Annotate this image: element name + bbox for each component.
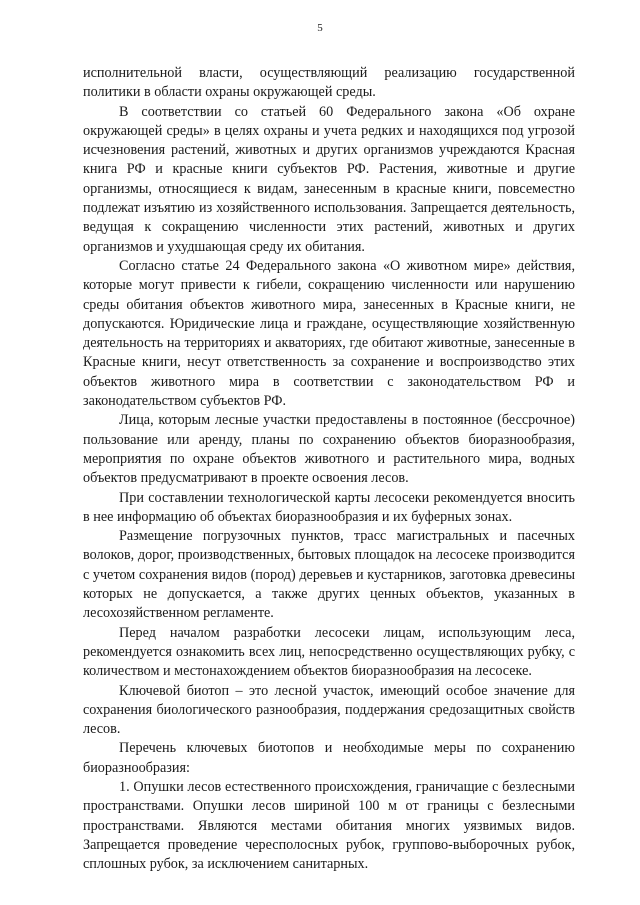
paragraph: В соответствии со статьей 60 Федерального закона «Об охране окружающей среды» в целях охраны и учета редких и находящихся под угрозой исчезновения растений, животных и других организмов учреждаются Красная книга РФ и красные книги субъектов РФ. Растения, животные и другие организмы, относящиеся к видам, занесенным в красные книги, повсеместно подлежат изъятию из хозяйственного использования. Запрещается деятельность, ведущая к сокращению численности этих растений, животных и других организмов и ухудшающая среду их обитания. xyxy=(83,103,575,255)
paragraph: Ключевой биотоп – это лесной участок, имеющий особое значение для сохранения биологического разнообразия, поддержания средозащитных свойств лесов. xyxy=(83,682,575,738)
page-number: 5 xyxy=(317,22,323,34)
paragraph: Перед началом разработки лесосеки лицам, использующим леса, рекомендуется ознакомить всех лиц, непосредственно осуществляющих рубку, с количеством и местонахождением объектов биоразнообразия на лесосеке. xyxy=(83,624,575,680)
list-item: 1. Опушки лесов естественного происхождения, граничащие с безлесными пространствами. Опушки лесов шириной 100 м от границы с безлесными пространствами. Являются местами обитания многих уязвимых видов. Запрещается проведение чересполосных рубок, группово-выборочных рубок, сплошных рубок, за исключением санитарных. xyxy=(83,778,575,873)
paragraph: Перечень ключевых биотопов и необходимые меры по сохранению биоразнообразия: xyxy=(83,740,575,776)
paragraph: Размещение погрузочных пунктов, трасс магистральных и пасечных волоков, дорог, производственных, бытовых площадок на лесосеке производится с учетом сохранения видов (пород) деревьев и кустарников, заготовка древесины которых не допускается, а также других ценных объектов, указанных в лесохозяйственном регламенте. xyxy=(83,528,575,622)
document-body xyxy=(83,64,575,874)
paragraph: При составлении технологической карты лесосеки рекомендуется вносить в нее информацию об объектах биоразнообразия и их буферных зонах. xyxy=(83,489,575,525)
paragraph: Лица, которым лесные участки предоставлены в постоянное (бессрочное) пользование или аренду, планы по сохранению объектов биоразнообразия, мероприятия по охране объектов животного и растительного мира, водных объектов предусматривают в проекте освоения лесов. xyxy=(83,412,575,487)
paragraph: Согласно статье 24 Федерального закона «О животном мире» действия, которые могут привести к гибели, сокращению численности или нарушению среды обитания объектов животного мира, занесенных в Красные книги, не допускаются. Юридические лица и граждане, осуществляющие хозяйственную деятельность на территориях и акваториях, где обитают животные, занесенные в Красные книги, несут ответственность за сохранение и воспроизводство этих объектов животного мира в соответствии с законодательством РФ и законодательством субъектов РФ. xyxy=(83,257,575,410)
paragraph-continuation: исполнительной власти, осуществляющий реализацию государственной политики в области охраны окружающей среды. xyxy=(83,65,575,101)
